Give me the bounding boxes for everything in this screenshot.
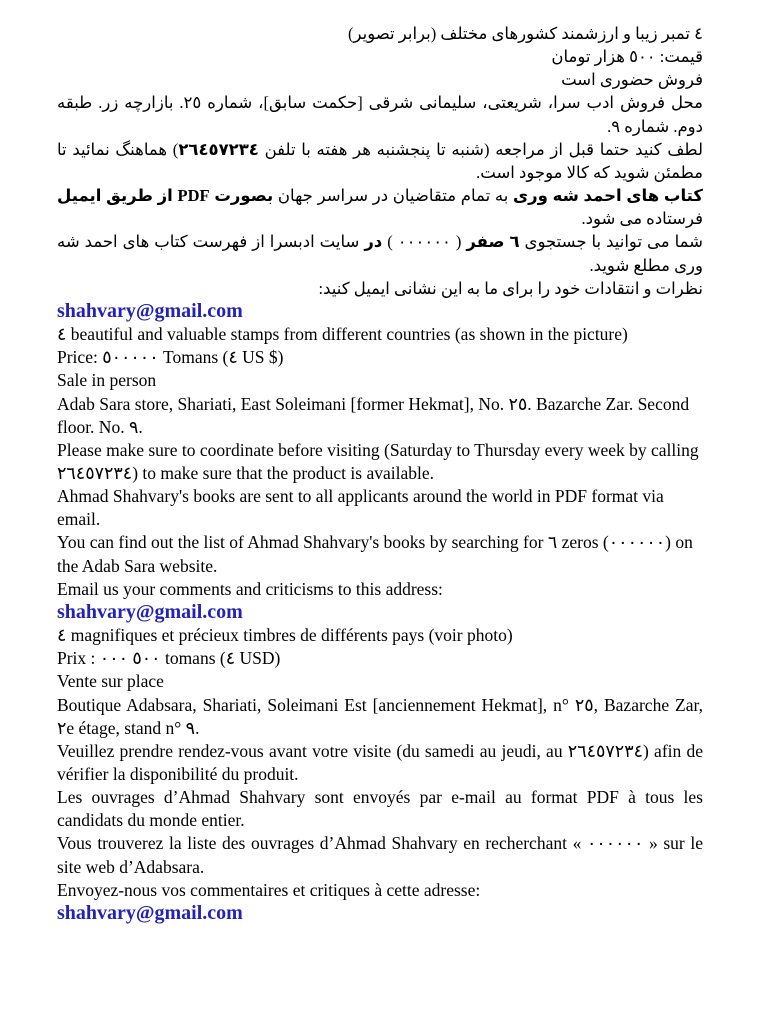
fa-call-ahead-line: لطف کنید حتما قبل از مراجعه (شنبه تا پنجشنبه هر هفته با تلفن ٢٦٤٥٧٢٣٤) هماهنگ نمائید تا مطمئن شوید که کالا موجود است. <box>57 139 703 182</box>
fr-search-zeros-line: Vous trouverez la liste des ouvrages d’Ahmad Shahvary en recherchant « ٠٠٠٠٠٠ » sur le site web d’Adabsara. <box>57 833 703 877</box>
email-link[interactable]: shahvary@gmail.com <box>57 901 243 924</box>
fa-price-line: قیمت: ٥٠٠ هزار تومان <box>551 47 703 67</box>
en-call-ahead-line: Please make sure to coordinate before visiting (Saturday to Thursday every week by calling ٢٦٤٥٧٢٣٤) to make sure that the product is available. <box>57 439 699 483</box>
en-books-pdf-line: Ahmad Shahvary's books are sent to all applicants around the world in PDF format via email. <box>57 486 664 530</box>
english-section <box>57 323 703 624</box>
en-sale-line: Sale in person <box>57 370 157 391</box>
en-search-zeros-line: You can find out the list of Ahmad Shahvary's books by searching for ٦ zeros (٠٠٠٠٠٠) on the Adab Sara website. <box>57 532 693 576</box>
en-price-line: Price: ٥٠٠٠٠٠ Tomans (٤ US $) <box>57 347 284 368</box>
fr-sale-line: Vente sur place <box>57 671 164 692</box>
fa-email-line <box>57 300 703 323</box>
en-feedback-line: Email us your comments and criticisms to this address: <box>57 578 443 599</box>
fa-sale-line: فروش حضوری است <box>561 70 703 90</box>
fa-feedback-line: نظرات و انتقادات خود را برای ما به این نشانی ایمیل کنید: <box>318 278 703 298</box>
french-section <box>57 624 703 925</box>
fr-call-ahead-line: Veuillez prendre rendez-vous avant votre visite (du samedi au jeudi, au ٢٦٤٥٧٢٣٤) afin de vérifier la disponibilité du produit. <box>57 740 703 784</box>
fr-price-line: Prix : ٥٠٠ ٠٠٠ tomans (٤ USD) <box>57 648 281 669</box>
fa-books-pdf-line: کتاب های احمد شه وری به تمام متقاضیان در سراسر جهان بصورت PDF از طریق ایمیل فرستاده می شود. <box>57 186 703 229</box>
persian-section <box>57 22 703 323</box>
en-email-line <box>57 601 703 624</box>
email-link[interactable]: shahvary@gmail.com <box>57 600 243 623</box>
fa-search-zeros-line: شما می توانید با جستجوی ٦ صفر ( ٠٠٠٠٠٠ ) در سایت ادبسرا از فهرست کتاب های احمد شه وری مطلع شوید. <box>57 232 703 275</box>
fr-headline: ٤ magnifiques et précieux timbres de différents pays (voir photo) <box>57 625 513 646</box>
fr-books-pdf-line: Les ouvrages d’Ahmad Shahvary sont envoyés par e-mail au format PDF à tous les candidats du monde entier. <box>57 787 703 831</box>
fa-headline: ٤ تمبر زیبا و ارزشمند کشورهای مختلف (برابر تصویر) <box>348 24 703 43</box>
en-headline: ٤ beautiful and valuable stamps from different countries (as shown in the picture) <box>57 324 628 345</box>
email-link[interactable]: shahvary@gmail.com <box>57 299 243 322</box>
en-address-line: Adab Sara store, Shariati, East Soleimani [former Hekmat], No. ٢٥. Bazarche Zar. Second floor. No. ٩. <box>57 393 690 437</box>
fr-feedback-line: Envoyez-nous vos commentaires et critiques à cette adresse: <box>57 879 481 900</box>
fr-email-line <box>57 902 703 925</box>
fr-address-line: Boutique Adabsara, Shariati, Soleimani Est [anciennement Hekmat], n° ٢٥, Bazarche Zar, ٢e étage, stand n° ٩. <box>57 694 704 738</box>
fa-address-line: محل فروش ادب سرا، شریعتی، سلیمانی شرقی [حکمت سابق]، شماره ٢٥. بازارچه زر. طبقه دوم. شماره ٩. <box>57 93 703 136</box>
